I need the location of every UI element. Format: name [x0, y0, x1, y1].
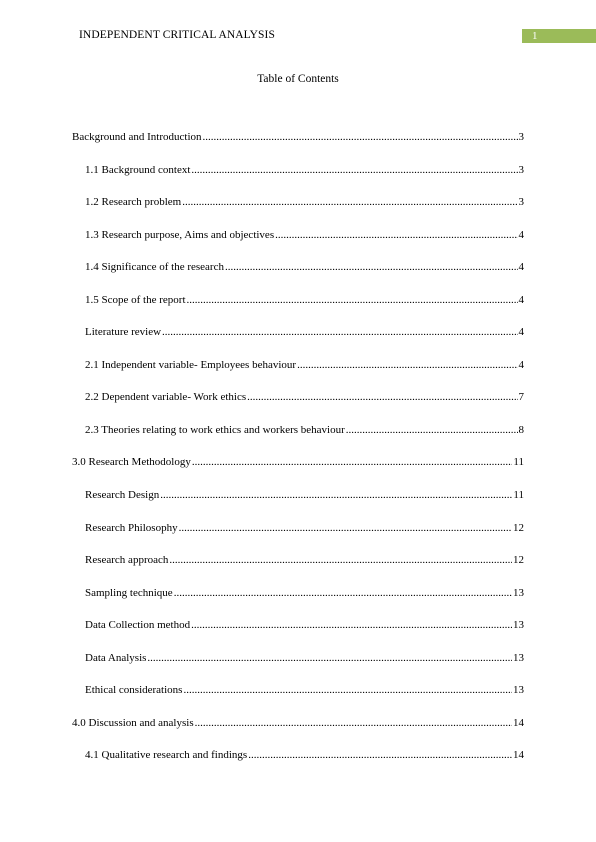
toc-entry-page: 3 [518, 131, 524, 143]
toc-entry-label: 2.2 Dependent variable- Work ethics [85, 391, 247, 404]
toc-entry[interactable] [72, 717, 524, 750]
dot-leader [195, 717, 512, 729]
toc-entry[interactable] [72, 326, 524, 359]
dot-leader [191, 164, 517, 176]
dot-leader [346, 424, 518, 436]
toc-entry[interactable] [72, 424, 524, 457]
toc-entry-page: 11 [513, 489, 524, 502]
toc-entry-label: Data Analysis [85, 651, 147, 664]
dot-leader [174, 587, 512, 599]
toc-entry-page: 12 [513, 554, 524, 567]
toc-entry-page: 13 [513, 651, 524, 664]
dot-leader [192, 456, 513, 468]
toc-entry[interactable] [72, 587, 524, 620]
toc-entry-page: 3 [518, 196, 524, 209]
dot-leader [147, 652, 512, 664]
toc-entry-label: 1.4 Significance of the research [85, 261, 224, 274]
toc-entry-label: 1.1 Background context [85, 163, 191, 176]
toc-entry[interactable] [72, 522, 524, 555]
toc-entry[interactable] [72, 261, 524, 294]
dot-leader [275, 229, 517, 241]
toc-entry-page: 14 [513, 716, 524, 729]
dot-leader [191, 619, 512, 631]
toc-entry-page: 4 [518, 261, 524, 274]
toc-entry-label: 2.1 Independent variable- Employees behaviour [85, 358, 297, 371]
dot-leader [182, 196, 517, 208]
dot-leader [225, 261, 518, 273]
toc-entry[interactable] [72, 489, 524, 522]
toc-entry[interactable] [72, 294, 524, 327]
toc-entry-label: Research Philosophy [85, 521, 178, 534]
toc-entry[interactable] [72, 196, 524, 229]
toc-entry[interactable] [72, 164, 524, 197]
toc-entry-page: 13 [513, 684, 524, 697]
toc-entry[interactable] [72, 391, 524, 424]
toc-entry-label: Literature review [85, 326, 162, 339]
toc-entry-label: 2.3 Theories relating to work ethics and workers behaviour [85, 423, 345, 436]
toc-entry-page: 3 [518, 163, 524, 176]
dot-leader [248, 749, 512, 761]
toc-entry-label: Data Collection method [85, 619, 191, 632]
running-header: INDEPENDENT CRITICAL ANALYSIS [79, 29, 275, 41]
toc-entry-label: Background and Introduction [72, 131, 202, 143]
toc-entry[interactable] [72, 456, 524, 489]
toc-entry-page: 4 [518, 228, 524, 241]
toc-entry[interactable] [72, 359, 524, 392]
toc-entry-page: 11 [513, 456, 524, 469]
toc-entry-page: 7 [518, 391, 524, 404]
page-number-badge: 1 [522, 29, 596, 43]
toc-entry-label: Ethical considerations [85, 684, 183, 697]
toc-entry[interactable] [72, 229, 524, 262]
toc-entry[interactable] [72, 652, 524, 685]
toc-entry-page: 12 [513, 521, 524, 534]
dot-leader [187, 294, 518, 306]
toc-entry-page: 14 [513, 749, 524, 762]
dot-leader [247, 391, 517, 403]
toc-entry-page: 4 [518, 293, 524, 306]
toc-entry-label: Sampling technique [85, 586, 173, 599]
dot-leader [183, 684, 512, 696]
dot-leader [179, 522, 512, 534]
toc-entry-page: 4 [518, 326, 524, 339]
dot-leader [160, 489, 512, 501]
toc-entry-page: 8 [518, 423, 524, 436]
toc-entry-label: 1.3 Research purpose, Aims and objectives [85, 228, 275, 241]
toc-title: Table of Contents [257, 73, 339, 85]
toc-entry[interactable] [72, 131, 524, 164]
dot-leader [162, 326, 517, 338]
toc-entry[interactable] [72, 554, 524, 587]
dot-leader [169, 554, 512, 566]
toc-entry-label: 1.5 Scope of the report [85, 293, 186, 306]
toc-entry-label: 4.0 Discussion and analysis [72, 716, 194, 729]
toc-entry-label: 1.2 Research problem [85, 196, 182, 209]
toc-entry-label: 3.0 Research Methodology [72, 456, 191, 469]
toc-entry[interactable] [72, 619, 524, 652]
toc-entry-page: 13 [513, 586, 524, 599]
toc-entry[interactable] [72, 749, 524, 782]
toc-entry-page: 4 [518, 358, 524, 371]
toc-entry-page: 13 [513, 619, 524, 632]
dot-leader [297, 359, 517, 371]
toc-entry-label: 4.1 Qualitative research and findings [85, 749, 248, 762]
dot-leader [203, 131, 518, 143]
toc-entry-label: Research approach [85, 554, 169, 567]
toc-entry[interactable] [72, 684, 524, 717]
toc-entry-label: Research Design [85, 489, 160, 502]
table-of-contents [72, 131, 524, 782]
